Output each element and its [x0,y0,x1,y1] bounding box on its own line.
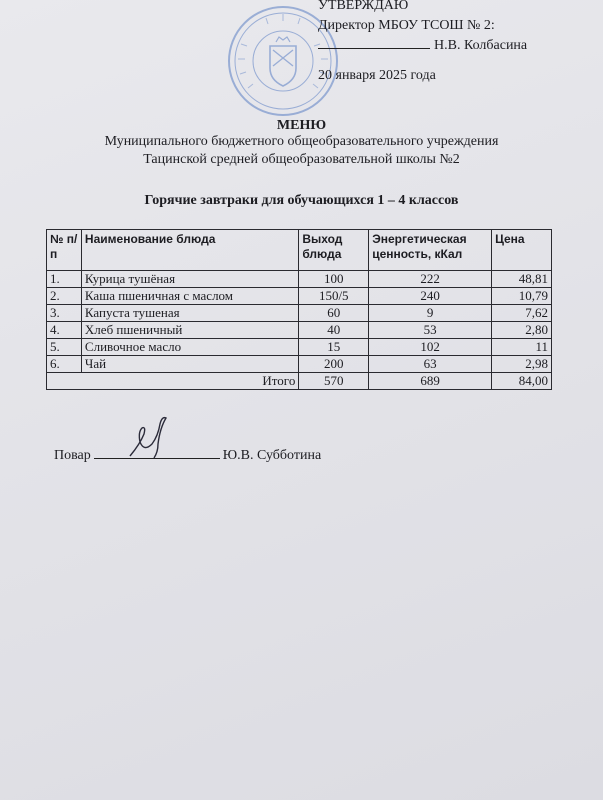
approve-label: УТВЕРЖДАЮ [318,0,409,13]
column-header-price: Цена [492,230,552,271]
column-header-output: Выход блюда [299,230,369,271]
row-number: 3. [47,305,82,322]
approval-date: 20 января 2025 года [318,68,436,83]
table-row [47,271,552,288]
dish-price: 11 [492,339,552,356]
table-row [47,322,552,339]
dish-energy: 222 [369,271,492,288]
dish-name: Капуста тушеная [81,305,298,322]
dish-name: Курица тушёная [81,271,298,288]
table-row [47,356,552,373]
menu-subtitle: Горячие завтраки для обучающихся 1 – 4 классов [144,193,459,208]
cook-signature-line [94,446,220,459]
menu-table [46,229,552,390]
dish-name: Сливочное масло [81,339,298,356]
handwritten-signature [124,416,184,464]
row-number: 4. [47,322,82,339]
total-row [47,373,552,390]
signature-line [318,36,430,49]
director-name: Н.В. Колбасина [434,38,528,53]
row-number: 5. [47,339,82,356]
column-header-number: № п/п [47,230,82,271]
total-label: Итого [47,373,299,390]
dish-output: 100 [299,271,369,288]
dish-output: 40 [299,322,369,339]
row-number: 2. [47,288,82,305]
row-number: 6. [47,356,82,373]
table-row [47,305,552,322]
dish-energy: 102 [369,339,492,356]
dish-price: 2,80 [492,322,552,339]
table-row [47,288,552,305]
table-header-row [47,230,552,271]
dish-output: 150/5 [299,288,369,305]
dish-output: 60 [299,305,369,322]
total-price: 84,00 [492,373,552,390]
row-number: 1. [47,271,82,288]
dish-energy: 9 [369,305,492,322]
table-row [47,339,552,356]
dish-name: Хлеб пшеничный [81,322,298,339]
organization-line-1: Муниципального бюджетного общеобразовательного учреждения [104,134,499,149]
total-output: 570 [299,373,369,390]
approval-block [318,0,527,86]
dish-name: Чай [81,356,298,373]
menu-title: МЕНЮ [276,118,327,133]
cook-role: Повар [54,448,91,463]
dish-energy: 63 [369,356,492,373]
dish-price: 48,81 [492,271,552,288]
organization-line-2: Тацинской средней общеобразовательной школы №2 [143,152,460,167]
column-header-energy: Энергетическая ценность, кКал [369,230,492,271]
dish-price: 2,98 [492,356,552,373]
dish-output: 15 [299,339,369,356]
dish-price: 7,62 [492,305,552,322]
dish-price: 10,79 [492,288,552,305]
column-header-dish: Наименование блюда [81,230,298,271]
total-energy: 689 [369,373,492,390]
dish-name: Каша пшеничная с маслом [81,288,298,305]
cook-name: Ю.В. Субботина [222,448,322,463]
dish-energy: 53 [369,322,492,339]
dish-energy: 240 [369,288,492,305]
dish-output: 200 [299,356,369,373]
director-position: Директор МБОУ ТСОШ № 2: [318,18,495,33]
director-signature-row [318,36,527,56]
cook-signoff [54,446,321,464]
